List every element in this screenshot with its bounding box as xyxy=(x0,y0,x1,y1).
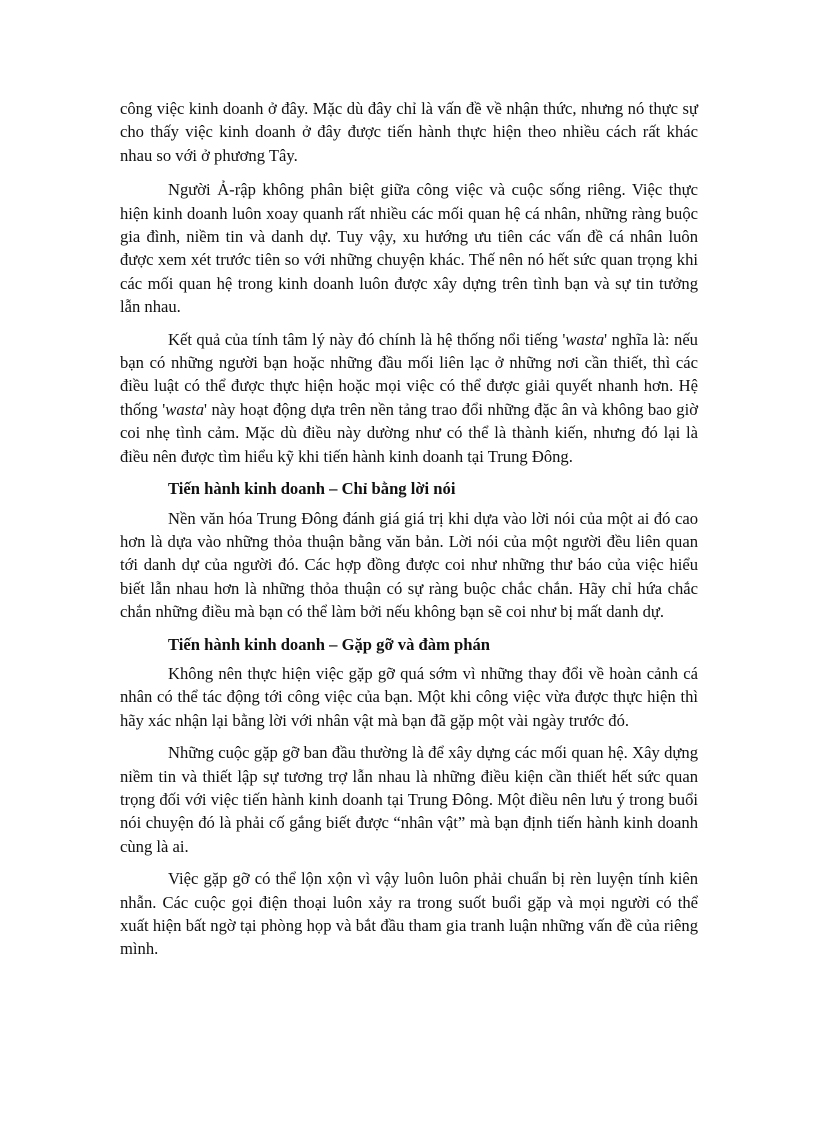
wasta-text-a: Kết quả của tính tâm lý này đó chính là hệ thống nổi tiếng ' xyxy=(168,329,566,349)
heading-meetings-negotiation: Tiến hành kinh doanh – Gặp gỡ và đàm phán xyxy=(168,634,491,654)
document-page xyxy=(120,97,698,970)
paragraph-initial-meetings: Những cuộc gặp gỡ ban đầu thường là để xây dựng các mối quan hệ. Xây dựng niềm tin và thiết lập sự tương trợ lẫn nhau là những điều kiện cần thiết hết sức quan trọng đối với việc tiến hành kinh doanh tại Trung Đông. Một điều nên lưu ý trong buổi nói chuyện đó là phải cố gắng biết được “nhân vật” mà bạn định tiến hành kinh doanh cùng là ai. xyxy=(120,743,698,856)
paragraph-patience: Việc gặp gỡ có thể lộn xộn vì vậy luôn luôn phải chuẩn bị rèn luyện tính kiên nhẫn. Các cuộc gọi điện thoại luôn xảy ra trong suốt buổi gặp và mọi người có thể xuất hiện bất ngờ tại phòng họp và bắt đầu tham gia tranh luận những vấn đề của riêng mình. xyxy=(120,869,698,959)
wasta-term: wasta xyxy=(565,329,605,349)
wasta-text-c: ' này hoạt động dựa trên nền tảng trao đổi những đặc ân và không bao giờ coi nhẹ tình cảm. Mặc dù điều này dường như có thể là thành kiến, nhưng đó lại là điều nên được tìm hiểu kỹ khi tiến hành kinh doanh tại Trung Đông. xyxy=(120,399,698,466)
paragraph-continuation: công việc kinh doanh ở đây. Mặc dù đây chỉ là vấn đề về nhận thức, nhưng nó thực sự cho thấy việc kinh doanh ở đây được tiến hành thực hiện theo nhiều cách rất khác nhau so với ở phương Tây. xyxy=(120,99,698,165)
paragraph-meeting-timing: Không nên thực hiện việc gặp gỡ quá sớm vì những thay đổi về hoàn cảnh cá nhân có thể tác động tới công việc của bạn. Một khi công việc vừa được thực hiện thì hãy xác nhận lại bằng lời với nhân vật mà bạn đã gặp một vài ngày trước đó. xyxy=(120,663,698,730)
paragraph-arab-work-life: Người Ả-rập không phân biệt giữa công việc và cuộc sống riêng. Việc thực hiện kinh doanh luôn xoay quanh rất nhiều các mối quan hệ cá nhân, những ràng buộc gia đình, niềm tin và danh dự. Tuy vậy, xu hướng ưu tiên các vấn đề cá nhân luôn được xem xét trước tiên so với những chuyện khác. Thế nên nó hết sức quan trọng khi các mối quan hệ trong kinh doanh luôn được xây dựng trên tình bạn và sự tin tưởng lẫn nhau. xyxy=(120,180,698,317)
wasta-term: wasta xyxy=(165,399,204,419)
paragraph-wasta xyxy=(120,328,698,468)
wasta-text-b: ' nghĩa là: nếu bạn có những người bạn hoặc những đầu mối liên lạc ở những nơi cần thiết, thì các điều luật có thể được thực hiện hoặc mọi việc có thể được giải quyết nhanh hơn. Hệ thống ' xyxy=(120,329,698,419)
heading-verbal-business: Tiến hành kinh doanh – Chỉ bằng lời nói xyxy=(168,479,456,499)
paragraph-verbal-agreements: Nền văn hóa Trung Đông đánh giá giá trị khi dựa vào lời nói của một ai đó cao hơn là dựa vào những thỏa thuận bằng văn bản. Lời nói của một người đều liên quan tới danh dự của người đó. Các hợp đồng được coi như những thư báo của việc hiểu biết lẫn nhau hơn là những thỏa thuận có sự ràng buộc chắc chắn. Hãy chỉ hứa chắc chắn những điều mà bạn có thể làm bởi nếu không bạn sẽ coi như bị mất danh dự. xyxy=(120,508,698,622)
